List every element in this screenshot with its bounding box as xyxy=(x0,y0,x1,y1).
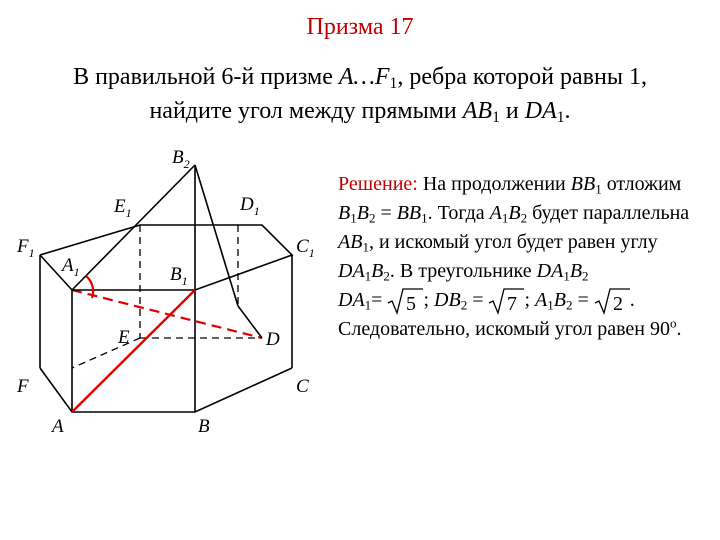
seg-a1b2: A xyxy=(489,202,502,224)
seg-a1b2: B xyxy=(508,202,521,224)
subscript: 2 xyxy=(460,297,468,313)
label-e1: $E_1$ xyxy=(114,196,132,220)
subscript: 1 xyxy=(362,239,369,255)
sqrt-symbol xyxy=(594,287,630,315)
prism-figure xyxy=(0,140,340,440)
subscript: 1 xyxy=(556,108,565,126)
subscript: 2 xyxy=(520,210,528,226)
solution-text-part: , и искомый угол будет равен углу xyxy=(368,231,658,253)
subscript: 2 xyxy=(383,268,390,284)
period: . xyxy=(676,318,682,341)
label-b: B xyxy=(198,416,210,437)
solution-text-part: будет параллельна xyxy=(527,202,690,224)
top-face xyxy=(40,225,292,290)
subscript: 2 xyxy=(565,297,573,313)
subscript: 1 xyxy=(547,297,554,313)
visible-edges xyxy=(40,165,292,412)
subscript: 1 xyxy=(389,74,398,92)
subscript: 1 xyxy=(364,268,372,284)
label-a1: $A_1$ xyxy=(62,255,80,279)
label-d: D xyxy=(266,329,280,350)
degree-sign: о xyxy=(669,315,677,331)
equals: = xyxy=(371,289,388,311)
solution-text-part: . Тогда xyxy=(427,202,490,224)
angle-da1b2: B xyxy=(371,260,384,282)
equals: = xyxy=(572,289,594,311)
label-f1: $F_1$ xyxy=(17,236,35,260)
label-e: E xyxy=(118,327,130,348)
seg-a1b2: A xyxy=(535,289,548,311)
segment-a1-d xyxy=(72,290,262,338)
label-d1: $D_1$ xyxy=(240,194,260,218)
seg-ab1: AB xyxy=(338,231,363,253)
label-c1: $C_1$ xyxy=(296,236,315,260)
line-da1: DA xyxy=(524,98,557,124)
triangle-da1b2: DA xyxy=(536,260,564,282)
seg-bb1: BB xyxy=(396,202,422,224)
solution-text-part: . В треугольнике xyxy=(389,260,537,282)
label-f: F xyxy=(17,376,29,397)
subscript: 1 xyxy=(350,210,357,226)
problem-text: и xyxy=(499,98,525,124)
segment-b2-d-lower xyxy=(238,306,262,338)
subscript: 2 xyxy=(368,210,376,226)
svg-text:7: 7 xyxy=(507,293,518,316)
separator: ; xyxy=(423,289,435,311)
segment-b2-d xyxy=(195,165,238,306)
seg-bb1: BB xyxy=(570,173,596,195)
subscript: 2 xyxy=(582,268,589,284)
problem-text: , ребра которой равны 1, найдите угол между прямыми xyxy=(149,64,647,124)
solution-text-part: отложим xyxy=(601,173,682,195)
seg-b1b2: B xyxy=(338,202,351,224)
subscript: 1 xyxy=(595,181,602,197)
subscript: 1 xyxy=(364,297,372,313)
hidden-edges xyxy=(72,225,262,368)
label-b2: $B_2$ xyxy=(172,147,190,171)
label-b1: $B_1$ xyxy=(170,264,188,288)
label-c: C xyxy=(296,376,309,397)
slide-title: Призма 17 xyxy=(306,14,414,40)
equals: = xyxy=(467,289,489,311)
equals: = xyxy=(375,202,397,224)
triangle-da1b2: B xyxy=(569,260,583,282)
sqrt-symbol xyxy=(488,287,524,315)
segment-a-b1 xyxy=(72,290,195,412)
seg-db2: DB xyxy=(434,289,461,311)
angle-da1b2: DA xyxy=(338,260,365,282)
seg-da1: DA xyxy=(338,289,365,311)
solution-text-part: Следовательно, искомый угол равен 90 xyxy=(338,318,670,341)
svg-text:2: 2 xyxy=(612,293,623,316)
solution-text-part: На продолжении xyxy=(417,173,571,195)
seg-a1b2: B xyxy=(553,289,566,311)
subscript: 1 xyxy=(501,210,509,226)
subscript: 1 xyxy=(492,108,500,126)
period: . xyxy=(629,289,635,311)
problem-text: В правильной 6-й призме xyxy=(73,64,339,90)
solution-text xyxy=(338,170,698,344)
subscript: 1 xyxy=(563,268,570,284)
problem-statement xyxy=(30,60,690,128)
svg-text:5: 5 xyxy=(406,293,417,316)
line-ab1: AB xyxy=(462,98,493,124)
separator: ; xyxy=(524,289,536,311)
sqrt-symbol xyxy=(387,287,423,315)
seg-b1b2: B xyxy=(356,202,369,224)
label-a: A xyxy=(52,416,64,437)
solution-label: Решение: xyxy=(338,173,418,195)
subscript: 1 xyxy=(421,210,428,226)
prism-name: A…F xyxy=(338,64,390,90)
problem-text: . xyxy=(564,98,571,124)
